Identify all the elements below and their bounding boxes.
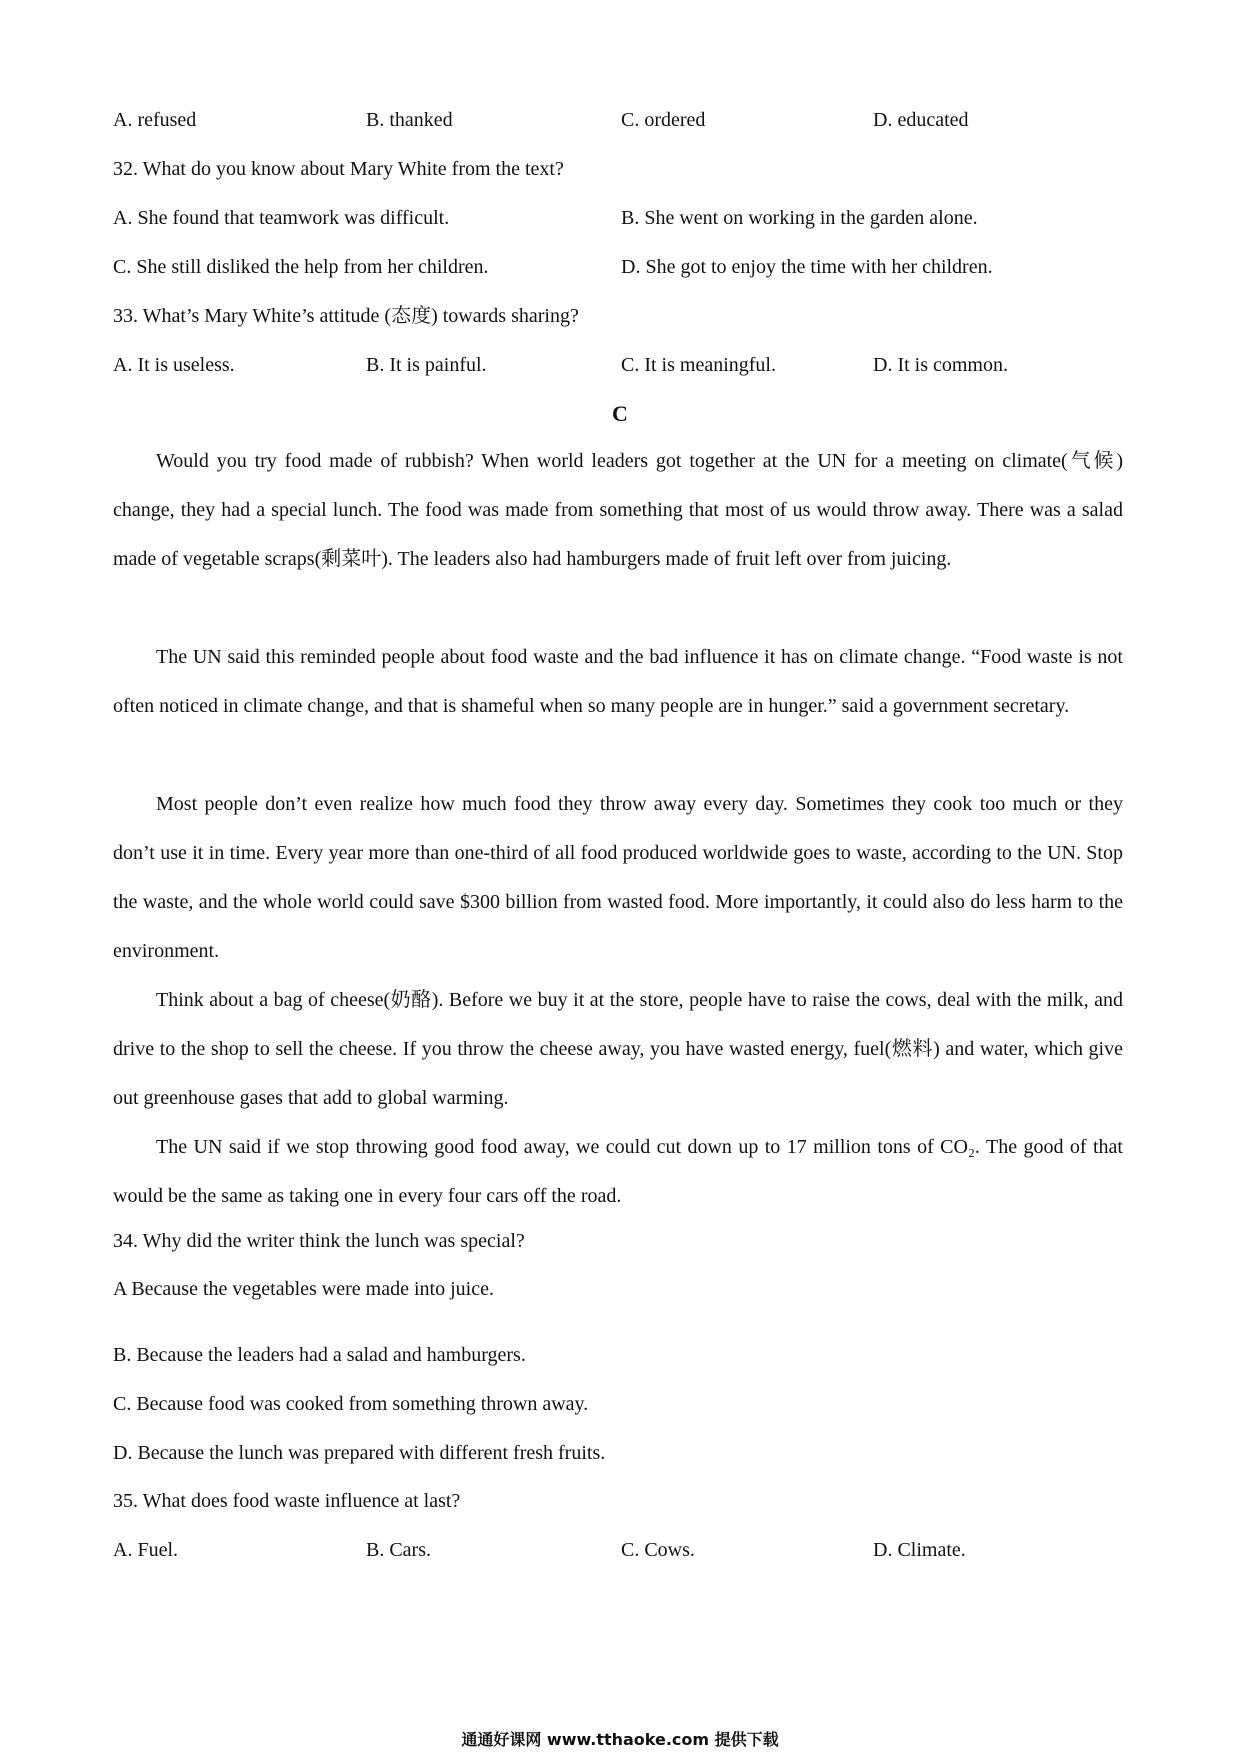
q35-option-c: C. Cows. — [621, 1539, 695, 1561]
passage-paragraph-2: The UN said this reminded people about food waste and the bad influence it has on climate change. “Food waste is not often noticed in climate change, and that is shameful when so many people are in hunger.” said a government secretary. — [113, 646, 1123, 717]
q33-question: 33. What’s Mary White’s attitude (态度) towards sharing? — [113, 305, 579, 327]
q31-option-a: A. refused — [113, 109, 197, 131]
q33-options — [113, 353, 1113, 377]
q33-option-b: B. It is painful. — [366, 354, 487, 376]
q35-option-d: D. Climate. — [873, 1539, 966, 1561]
q31-option-b: B. thanked — [366, 109, 453, 131]
q31-option-d: D. educated — [873, 109, 969, 131]
q32-option-a: A. She found that teamwork was difficult. — [113, 207, 450, 229]
q35-question: 35. What does food waste influence at last? — [113, 1490, 461, 1512]
q31-options — [113, 108, 1113, 132]
q34-option-d: D. Because the lunch was prepared with different fresh fruits. — [113, 1442, 606, 1464]
q35-option-a: A. Fuel. — [113, 1539, 178, 1561]
q32-question: 32. What do you know about Mary White from the text? — [113, 158, 564, 180]
q34-question: 34. Why did the writer think the lunch was special? — [113, 1230, 525, 1252]
q32-option-d: D. She got to enjoy the time with her children. — [621, 256, 993, 278]
passage-paragraph-4: Think about a bag of cheese(奶酪). Before we buy it at the store, people have to raise the cows, deal with the milk, and drive to the shop to sell the cheese. If you throw the cheese away, you have wasted energy, fuel(燃料) and water, which give out greenhouse gases that add to global warming. — [113, 989, 1123, 1109]
section-heading: C — [612, 401, 628, 426]
q35-option-b: B. Cars. — [366, 1539, 431, 1561]
q32-option-b: B. She went on working in the garden alone. — [621, 207, 978, 229]
q35-options — [113, 1538, 1113, 1562]
q33-option-d: D. It is common. — [873, 354, 1008, 376]
q32-options-row1 — [113, 206, 1113, 230]
page-footer: 通通好课网 www.tthaoke.com 提供下载 — [461, 1730, 779, 1749]
passage-paragraph-3: Most people don’t even realize how much food they throw away every day. Sometimes they cook too much or they don’t use it in time. Every year more than one-third of all food produced worldwide goes to waste, according to the UN. Stop the waste, and the whole world could save $300 billion from wasted food. More importantly, it could also do less harm to the environment. — [113, 793, 1123, 962]
q32-option-c: C. She still disliked the help from her children. — [113, 256, 489, 278]
q34-option-a: A Because the vegetables were made into juice. — [113, 1278, 494, 1300]
q34-option-c: C. Because food was cooked from something thrown away. — [113, 1393, 589, 1415]
q32-options-row2 — [113, 255, 1113, 279]
q31-option-c: C. ordered — [621, 109, 706, 131]
q34-option-b: B. Because the leaders had a salad and hamburgers. — [113, 1344, 526, 1366]
q33-option-a: A. It is useless. — [113, 354, 235, 376]
passage-paragraph-1: Would you try food made of rubbish? When world leaders got together at the UN for a meeting on climate(气候) change, they had a special lunch. The food was made from something that most of us would throw away. There was a salad made of vegetable scraps(剩菜叶). The leaders also had hamburgers made of fruit left over from juicing. — [113, 450, 1123, 570]
passage-paragraph-5: The UN said if we stop throwing good food away, we could cut down up to 17 million tons of CO₂. The good of that would be the same as taking one in every four cars off the road. — [113, 1136, 1123, 1207]
q33-option-c: C. It is meaningful. — [621, 354, 776, 376]
